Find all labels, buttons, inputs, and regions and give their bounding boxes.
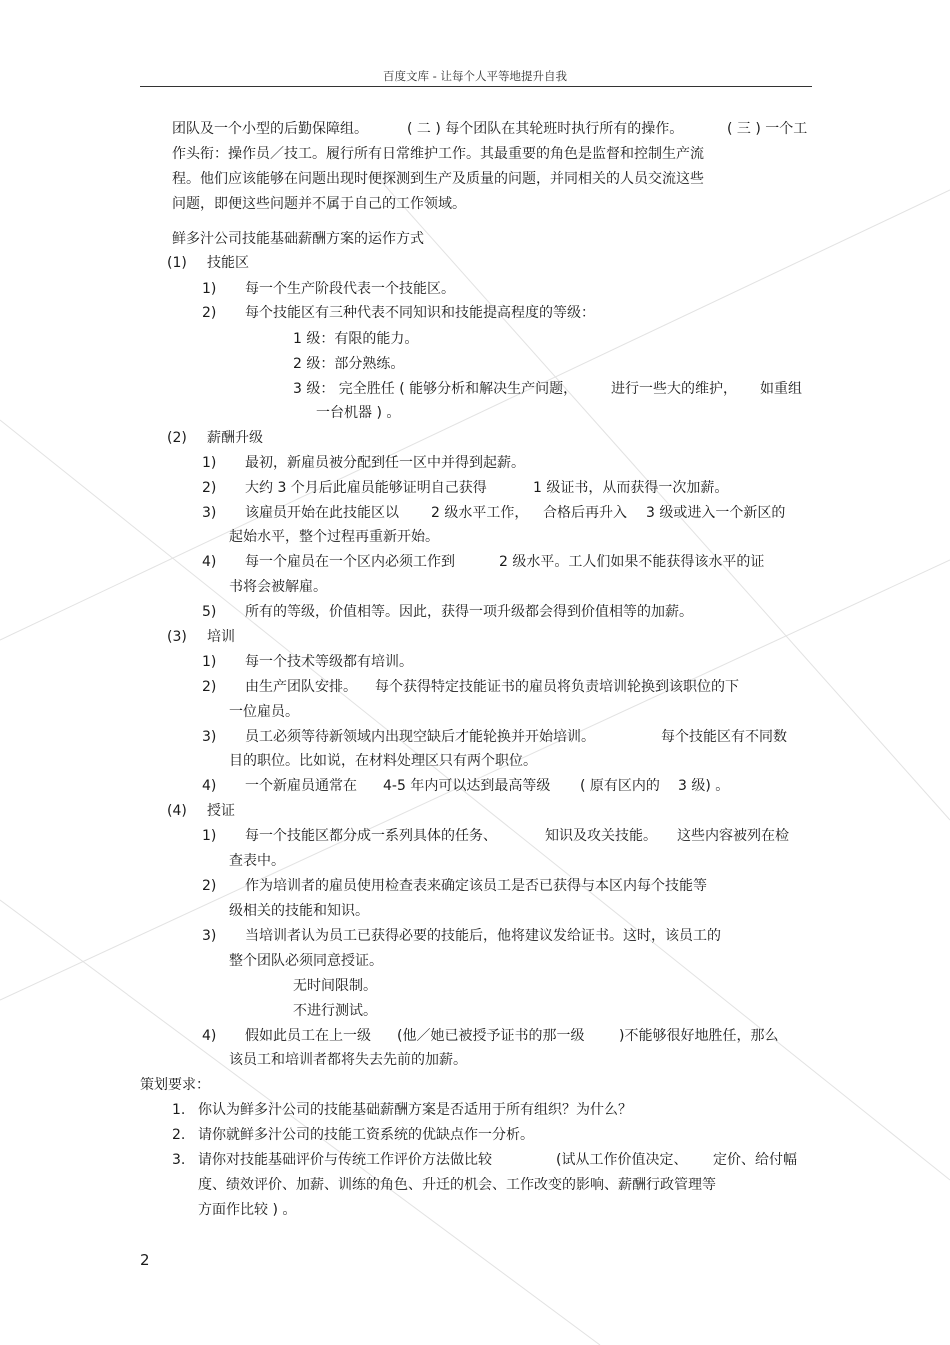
req-3-line-3: 方面作比较 ) 。 [198, 1202, 297, 1218]
s4-item-3-cont: 整个团队必须同意授证。 [229, 953, 383, 969]
req-3-num: 3. [172, 1152, 186, 1168]
requirements-title: 策划要求： [140, 1077, 210, 1093]
page-header: 百度文库 - 让每个人平等地提升自我 [383, 69, 567, 83]
s4-item-4b: (他／她已被授予证书的那一级 [397, 1028, 585, 1044]
s4-title: 授证 [207, 803, 235, 819]
s2-item-4a: 每一个雇员在一个区内必须工作到 [245, 554, 455, 570]
s2-item-5: 所有的等级，价值相等。因此，获得一项升级都会得到价值相等的加薪。 [245, 604, 693, 620]
s4-item-4-num: 4) [202, 1028, 217, 1044]
s4-item-4a: 假如此员工在上一级 [245, 1028, 371, 1044]
page-number: 2 [140, 1251, 150, 1269]
s4-item-1-num: 1) [202, 828, 217, 844]
s3-item-4c: ( 原有区内的 [580, 778, 660, 794]
req-3b: (试从工作价值决定、 [556, 1152, 688, 1168]
s4-item-2-cont: 级相关的技能和知识。 [229, 903, 369, 919]
s1-item-1: 每一个生产阶段代表一个技能区。 [245, 281, 455, 297]
s2-item-3c: 合格后再升入 [543, 505, 627, 521]
s1-item-2: 每个技能区有三种代表不同知识和技能提高程度的等级： [245, 305, 595, 321]
req-3c: 定价、给付幅 [713, 1152, 797, 1168]
s4-item-1b: 知识及攻关技能。 [545, 828, 657, 844]
intro-line-3: 程。他们应该能够在问题出现时便探测到生产及质量的问题，并同相关的人员交流这些 [172, 171, 704, 187]
s3-item-1: 每一个技术等级都有培训。 [245, 654, 413, 670]
req-2: 请你就鲜多汁公司的技能工资系统的优缺点作一分析。 [198, 1127, 534, 1143]
s1-level-2: 2 级：部分熟练。 [293, 356, 405, 372]
intro-line-4: 问题，即便这些问题并不属于自己的工作领域。 [172, 196, 466, 212]
intro-line-1b: ( 二 ) 每个团队在其轮班时执行所有的操作。 [407, 121, 684, 137]
req-1: 你认为鲜多汁公司的技能基础薪酬方案是否适用于所有组织？为什么？ [198, 1102, 632, 1118]
s2-item-3d: 3 级或进入一个新区的 [646, 505, 786, 521]
s2-item-3b: 2 级水平工作， [431, 505, 529, 521]
s2-item-1: 最初，新雇员被分配到任一区中并得到起薪。 [245, 455, 525, 471]
s3-number: (3) [167, 629, 187, 645]
s3-item-2a: 由生产团队安排。 [245, 679, 357, 695]
s3-item-2-num: 2) [202, 679, 217, 695]
intro-line-2: 作头衔：操作员／技工。履行所有日常维护工作。其最重要的角色是监督和控制生产流 [172, 146, 704, 162]
s4-item-3-num: 3) [202, 928, 217, 944]
s2-item-3-cont: 起始水平，整个过程再重新开始。 [229, 529, 439, 545]
s3-item-4a: 一个新雇员通常在 [245, 778, 357, 794]
s1-title: 技能区 [207, 255, 249, 271]
s2-item-4-cont: 书将会被解雇。 [229, 579, 327, 595]
s4-item-4-cont: 该员工和培训者都将失去先前的加薪。 [229, 1052, 467, 1068]
s2-title: 薪酬升级 [207, 430, 263, 446]
s4-number: (4) [167, 803, 187, 819]
req-3a: 请你对技能基础评价与传统工作评价方法做比较 [198, 1152, 492, 1168]
s2-item-2a: 大约 3 个月后此雇员能够证明自己获得 [245, 480, 487, 496]
s4-item-1c: 这些内容被列在检 [677, 828, 789, 844]
s4-item-4c: )不能够很好地胜任，那么 [619, 1028, 779, 1044]
s2-item-2b: 1 级证书，从而获得一次加薪。 [533, 480, 729, 496]
s4-sub-1: 无时间限制。 [293, 978, 377, 994]
s1-level-3d: 一台机器 ) 。 [316, 405, 401, 421]
s2-item-2-num: 2) [202, 480, 217, 496]
req-1-num: 1. [172, 1102, 186, 1118]
s3-item-2b: 每个获得特定技能证书的雇员将负责培训轮换到该职位的下 [375, 679, 739, 695]
s1-number: (1) [167, 255, 187, 271]
s3-item-4-num: 4) [202, 778, 217, 794]
s3-title: 培训 [207, 629, 235, 645]
s3-item-2-cont: 一位雇员。 [229, 704, 299, 720]
s1-item-2-num: 2) [202, 305, 217, 321]
s1-level-3c: 如重组 [760, 381, 802, 397]
s3-item-3-cont: 目的职位。比如说，在材料处理区只有两个职位。 [229, 753, 537, 769]
header-divider [140, 86, 812, 87]
s2-item-4-num: 4) [202, 554, 217, 570]
s2-item-5-num: 5) [202, 604, 217, 620]
s3-item-4d: 3 级) 。 [678, 778, 730, 794]
intro-line-1a: 团队及一个小型的后勤保障组。 [172, 121, 368, 137]
s3-item-4b: 4-5 年内可以达到最高等级 [383, 778, 551, 794]
s3-item-3a: 员工必须等待新领域内出现空缺后才能轮换并开始培训。 [245, 729, 595, 745]
s2-number: (2) [167, 430, 187, 446]
s1-level-3b: 进行一些大的维护， [611, 381, 737, 397]
s4-item-2a: 作为培训者的雇员使用检查表来确定该员工是否已获得与本区内每个技能等 [245, 878, 707, 894]
s1-item-1-num: 1) [202, 281, 217, 297]
req-2-num: 2. [172, 1127, 186, 1143]
s2-item-3a: 该雇员开始在此技能区以 [245, 505, 399, 521]
s4-item-2-num: 2) [202, 878, 217, 894]
s3-item-3-num: 3) [202, 729, 217, 745]
s4-item-1-cont: 查表中。 [229, 853, 285, 869]
s3-item-3b: 每个技能区有不同数 [661, 729, 787, 745]
s1-level-3a: 3 级： 完全胜任 ( 能够分析和解决生产问题， [293, 381, 578, 397]
s2-item-1-num: 1) [202, 455, 217, 471]
s4-item-3a: 当培训者认为员工已获得必要的技能后，他将建议发给证书。这时，该员工的 [245, 928, 721, 944]
s1-level-1: 1 级：有限的能力。 [293, 331, 419, 347]
s2-item-3-num: 3) [202, 505, 217, 521]
s2-item-4b: 2 级水平。工人们如果不能获得该水平的证 [499, 554, 765, 570]
s3-item-1-num: 1) [202, 654, 217, 670]
req-3-line-2: 度、绩效评价、加薪、训练的角色、升迁的机会、工作改变的影响、薪酬行政管理等 [198, 1177, 716, 1193]
s4-sub-2: 不进行测试。 [293, 1003, 377, 1019]
s4-item-1a: 每一个技能区都分成一系列具体的任务、 [245, 828, 497, 844]
section-title: 鲜多汁公司技能基础薪酬方案的运作方式 [172, 231, 424, 247]
intro-line-1c: ( 三 ) 一个工 [727, 121, 808, 137]
